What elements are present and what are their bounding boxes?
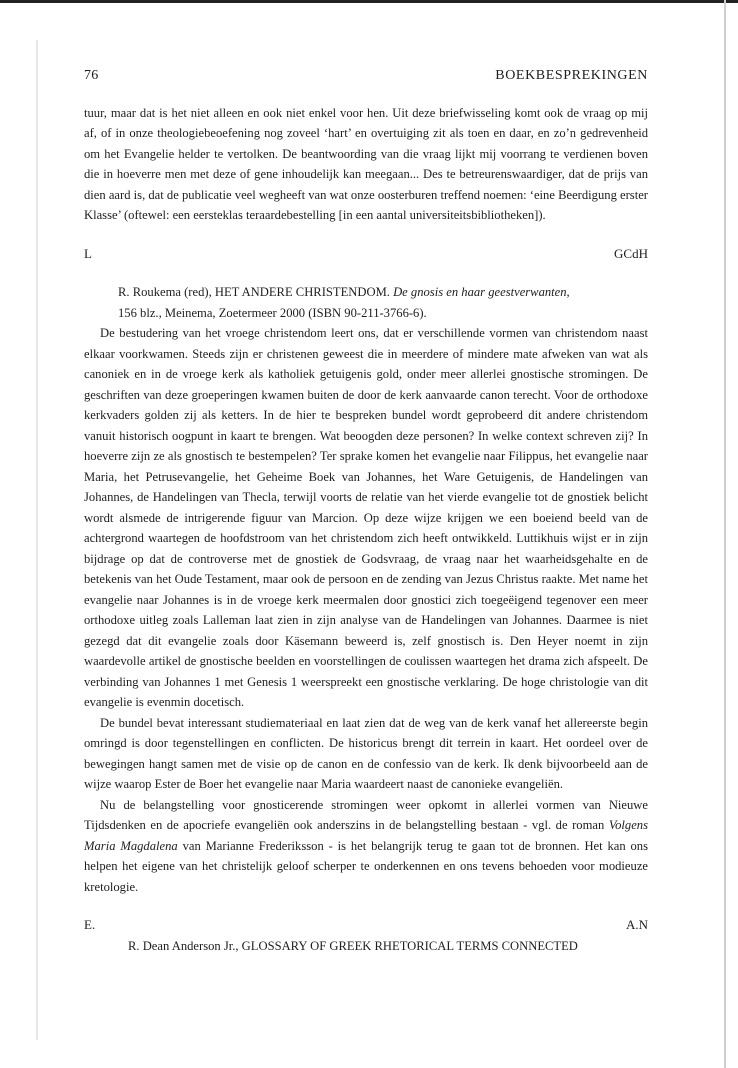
review2-citation-details: 156 blz., Meinema, Zoetermeer 2000 (ISBN 90-211-3766-6). (118, 305, 427, 320)
review1-paragraph: tuur, maar dat is het niet alleen en ook niet enkel voor hen. Uit deze briefwisseling komt ook de vraag op mij af, of in onze theologiebeoefening nog zoveel ‘hart’ en overtuiging zit als toen en daar, en zo’n gedrevenheid om het Evangelie helder te vertolken. De beantwoording van die vraag lijkt mij voorrang te verdienen boven die in hoeverre men met deze of gene inhoudelijk kan meegaan... Des te betreurenswaardiger, dat de prijs van dien aard is, dat de publicatie veel wegheeft van wat onze oosterburen treffend noemen: ‘eine Beerdigung erster Klasse’ (oftewel: een eersteklas teraardebestelling [in een aantal universiteitsbibliotheken]). (84, 105, 648, 222)
scan-right-edge (724, 0, 726, 1068)
review2-citation-title: R. Roukema (red), HET ANDERE CHRISTENDOM. (118, 285, 390, 299)
review2-citation-subtitle: De gnosis en haar geestverwanten, (393, 285, 570, 299)
review1-signature (84, 244, 648, 265)
review2-p3-after: van Marianne Frederiksson - is het belangrijk terug te gaan tot de bronnen. Het kan ons helpen het eigene van het christelijk geloof scherper te onderkennen en ons tevens behoeden voor modieuze kretologie. (84, 838, 648, 894)
review2-p3-before: Nu de belangstelling voor gnosticerende stromingen weer opkomt in allerlei vormen van Nieuwe Tijdsdenken en de apocriefe evangeliën ook anderszins in de belangstelling bestaan - vgl. de roman (84, 797, 648, 832)
page-number: 76 (84, 68, 99, 83)
review2-sig-right: A.N (625, 917, 648, 932)
review2-paragraph-1: De bestudering van het vroege christendom leert ons, dat er verschillende vormen van christendom naast elkaar voorkwamen. Steeds zijn er christenen geweest die in meerdere of mindere mate afweken van wat als canoniek en in de vroege kerk als katholiek getuigenis gold, onder meer allerlei gnostische stromingen. De geschriften van deze groeperingen kwamen buiten de door de kerk aanvaarde canon terecht. Voor de orthodoxe kerkvaders golden zij als ketters. In de hier te bespreken bundel wordt geprobeerd dit andere christendom vanuit historisch oogpunt in kaart te brengen. Wat beoogden deze personen? In welke context schreven zij? In hoeverre zijn ze als gnostisch te bestempelen? Ter sprake komen het evangelie naar Filippus, het evangelie naar Maria, het Petrusevangelie, het Geheime Boek van Johannes, het Ware Getuigenis, de Handelingen van Johannes, de Handelingen van Thecla, terwijl voorts de relatie van het vierde evangelie tot de gnostiek belicht wordt alsmede de intrigerende figuur van Marcion. Op deze wijze krijgen we een boeiend beeld van de achtergrond waartegen de hoofdstroom van het christendom zich heeft ontwikkeld. Luttikhuis wijst er in zijn bijdrage op dat de controverse met de gnostiek de Godsvraag, de vraag naar het waarheidsgehalte en de betekenis van het Oude Testament, maar ook de persoon en de zending van Jezus Christus raakte. Met name het evangelie naar Johannes is in de vroege kerk meermalen door gnostici zich toegeëigend tegenover een meer orthodoxe uitleg zoals Lalleman laat zien in zijn analyse van de Handelingen van Johannes. Daarmee is niet gezegd dat dit evangelie zoals door Käsemann beweerd is, zelf gnostisch is. Den Heyer noemt in zijn waardevolle artikel de gnostische beelden en voorstellingen de coulissen waartegen het drama zich afspeelt. De verbinding van Johannes 1 met Genesis 1 weerspreekt een gnostische verklaring. De hoge christologie van dit evangelie is evenmin docetisch. (84, 326, 648, 709)
page (84, 66, 648, 956)
scan-left-shadow (36, 40, 38, 1040)
review2-sig-left: E. (84, 917, 96, 932)
review2-signature (84, 915, 648, 936)
review2-paragraph-3 (84, 795, 648, 898)
running-title: BOEKBESPREKINGEN (495, 68, 648, 83)
review1-sig-right: GCdH (614, 245, 648, 261)
review2-paragraph-2: De bundel bevat interessant studiemateriaal en laat zien dat de weg van de kerk vanaf het allereerste begin omringd is door tegenstellingen en conflicten. De historicus brengt dit terrein in kaart. Het oordeel over de bewegingen hangt samen met de visie op de canon en de confessio van de kerk. Ik denk bijvoorbeeld aan de wijze waarop Ester de Boer het evangelie naar Maria waardeert naast de canonieke evangeliën. (84, 715, 648, 791)
review1-sig-left: L (84, 245, 92, 261)
review2-p3-novel-title: Volgens Maria Magdalena (84, 818, 648, 853)
scan-top-edge (0, 0, 738, 3)
review2-citation (84, 282, 648, 323)
review3-citation-start: R. Dean Anderson Jr., GLOSSARY OF GREEK RHETORICAL TERMS CONNECTED (128, 938, 578, 953)
running-header (84, 66, 648, 87)
